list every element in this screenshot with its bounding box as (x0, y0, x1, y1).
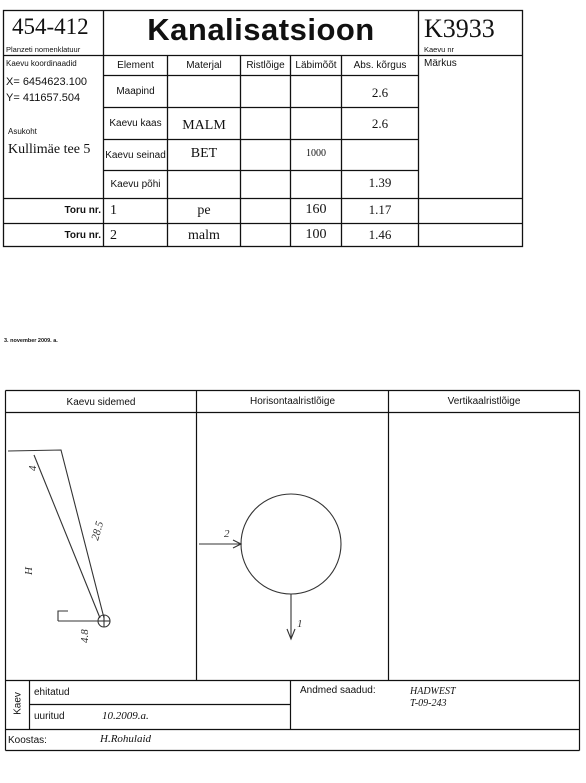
pipe-2-label: 2 (224, 528, 230, 540)
data-source-reference: T-09-243 (410, 698, 447, 709)
pipe-number: 1 (110, 203, 117, 218)
side-label-well: Kaev (12, 692, 24, 715)
section-header-horizontal: Horisontaalristlõige (249, 396, 336, 407)
row-element-label: Maapind (116, 86, 155, 97)
section-header-connections: Kaevu sidemed (66, 397, 136, 408)
row-abs-height: 1.39 (368, 175, 392, 190)
sketch-distance-2: 4.8 (79, 629, 91, 643)
data-source-label: Andmed saadud: (300, 685, 376, 696)
well-number-caption: Kaevu nr (424, 45, 455, 54)
coordinate-y: Y= 411657.504 (6, 92, 81, 104)
data-source-value: HADWEST (410, 686, 456, 697)
col-header-diameter: Läbimõõt (295, 60, 337, 71)
map-sheet-caption: Planzeti nomenklatuur (6, 45, 81, 54)
coordinate-x: X= 6454623.100 (6, 76, 88, 88)
col-header-cross-section: Ristlõige (246, 60, 285, 71)
location-address: Kullimäe tee 5 (8, 142, 91, 157)
horizontal-section-sketch (197, 413, 388, 679)
built-label: ehitatud (34, 687, 70, 698)
pipe-abs-height: 1.17 (368, 202, 392, 217)
pipe-diameter: 100 (305, 227, 327, 242)
col-header-material: Materjal (186, 60, 222, 71)
date-note: 3. november 2009. a. (4, 338, 58, 344)
pipe-abs-height: 1.46 (368, 227, 392, 242)
pipe-label: Toru nr. (64, 230, 101, 241)
measured-label: uuritud (34, 711, 65, 722)
measured-value: 10.2009.a. (102, 710, 149, 722)
pipe-1-label: 1 (297, 618, 303, 630)
well-circle (241, 494, 341, 594)
row-element-label: Kaevu põhi (110, 179, 161, 190)
map-sheet-number: 454-412 (12, 14, 89, 39)
row-element-label: Kaevu kaas (109, 118, 162, 129)
pipe-label: Toru nr. (64, 205, 101, 216)
row-abs-height: 2.6 (371, 85, 389, 100)
coordinates-caption: Kaevu koordinaadid (6, 59, 77, 68)
pipe-material: malm (188, 228, 220, 243)
corner-mark (58, 611, 68, 621)
location-caption: Asukoht (8, 127, 37, 136)
col-header-abs-height: Abs. kõrgus (353, 60, 407, 71)
row-diameter: 1000 (306, 148, 326, 159)
pipe-material: pe (197, 203, 211, 218)
col-header-element: Element (117, 60, 154, 71)
compiled-label: Koostas: (8, 735, 47, 746)
well-number: K3933 (424, 14, 495, 43)
row-element-label: Kaevu seinad (105, 150, 166, 161)
section-header-vertical: Vertikaalristlõige (447, 396, 521, 407)
page-title: Kanalisatsioon (147, 12, 375, 47)
col-header-remark: Märkus (424, 58, 457, 69)
sketch-mark-h: H (23, 567, 35, 575)
row-abs-height: 2.6 (371, 116, 389, 131)
row-material: BET (190, 146, 218, 161)
connections-sketch (6, 413, 196, 679)
pipe-number: 2 (110, 228, 117, 243)
sketch-mark-top: 4 (27, 465, 39, 471)
compiled-value: H.Rohulaid (100, 733, 152, 745)
sketch-distance-1: 28.5 (89, 520, 107, 542)
pipe-diameter: 160 (305, 202, 327, 217)
row-material: MALM (182, 118, 226, 133)
